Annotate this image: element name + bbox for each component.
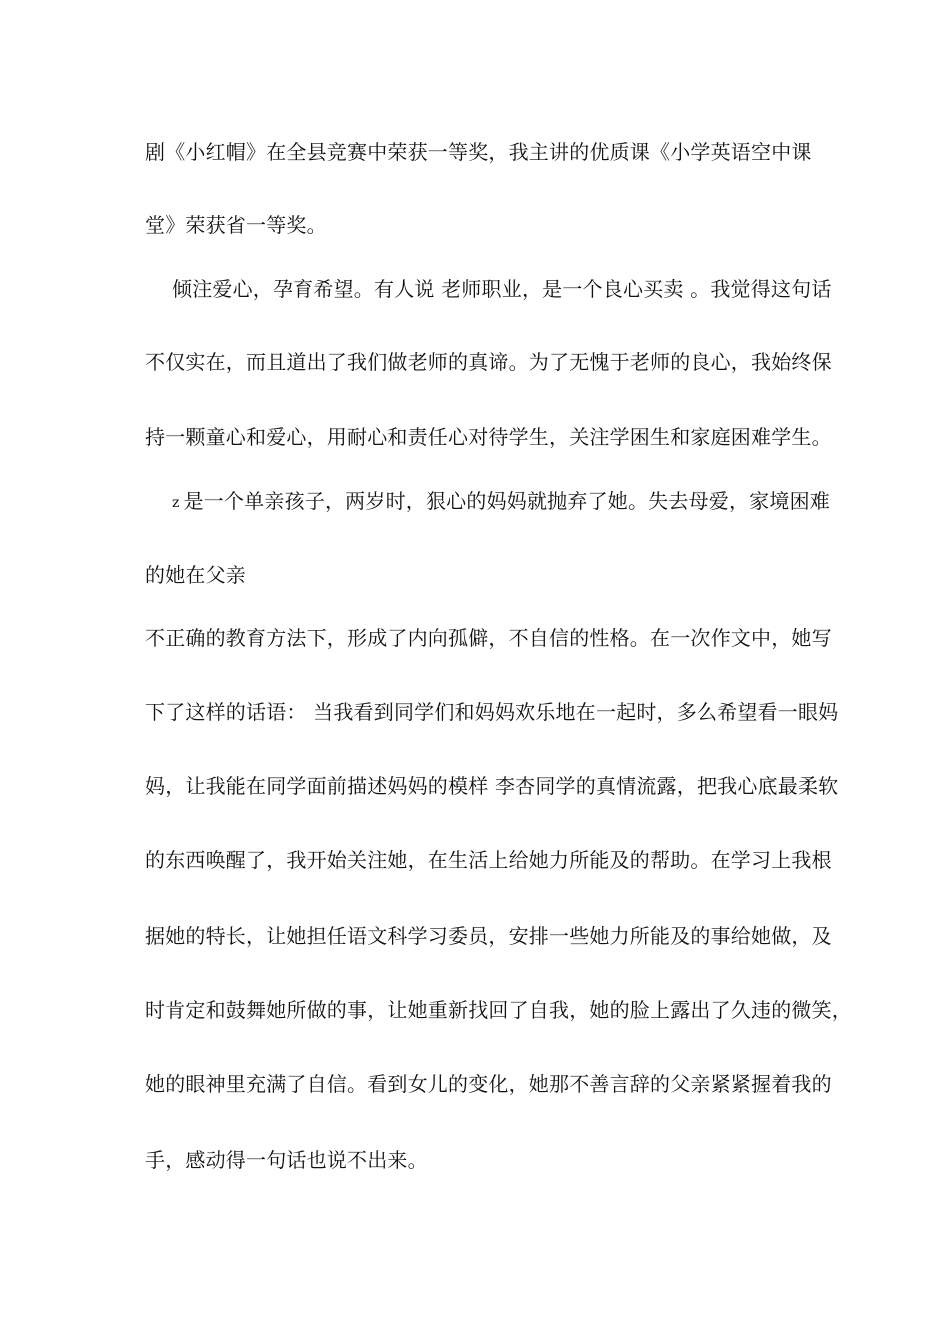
paragraph-line: 剧《小红帽》在全县竞赛中荣获一等奖，我主讲的优质课《小学英语空中课 bbox=[145, 140, 812, 164]
paragraph-line: 据她的特长，让她担任语文科学习委员，安排一些她力所能及的事给她做，及 bbox=[145, 924, 832, 948]
paragraph-line: 不仅实在，而且道出了我们做老师的真谛。为了无愧于老师的良心，我始终保 bbox=[145, 350, 832, 374]
paragraph-line bbox=[172, 487, 852, 517]
paragraph-line: 时肯定和鼓舞她所做的事，让她重新找回了自我，她的脸上露出了久违的微笑， bbox=[145, 998, 852, 1022]
paragraph-line: 手，感动得一句话也说不出来。 bbox=[145, 1148, 428, 1172]
paragraph-line: 的东西唤醒了，我开始关注她，在生活上给她力所能及的帮助。在学习上我根 bbox=[145, 848, 832, 872]
paragraph-line: 倾注爱心，孕育希望。有人说 老师职业，是一个良心买卖 。我觉得这句话 bbox=[172, 277, 832, 301]
paragraph-line: 持一颗童心和爱心，用耐心和责任心对待学生，关注学困生和家庭困难学生。 bbox=[145, 425, 832, 449]
paragraph-line: 不正确的教育方法下，形成了内向孤僻，不自信的性格。在一次作文中，她写 bbox=[145, 626, 832, 650]
paragraph-line: 妈，让我能在同学面前描述妈妈的模样 李杏同学的真情流露，把我心底最柔软 bbox=[145, 774, 839, 798]
paragraph-line: 下了这样的话语： 当我看到同学们和妈妈欢乐地在一起时，多么希望看一眼妈 bbox=[145, 700, 839, 724]
paragraph-line: 堂》荣获省一等奖。 bbox=[145, 213, 327, 237]
paragraph-text: 是一个单亲孩子，两岁时，狠心的妈妈就抛弃了她。失去母爱，家境困难 bbox=[183, 489, 830, 513]
paragraph-line: 的她在父亲 bbox=[145, 563, 246, 587]
student-initial: z bbox=[172, 495, 180, 511]
paragraph-line: 她的眼神里充满了自信。看到女儿的变化，她那不善言辞的父亲紧紧握着我的 bbox=[145, 1072, 832, 1096]
